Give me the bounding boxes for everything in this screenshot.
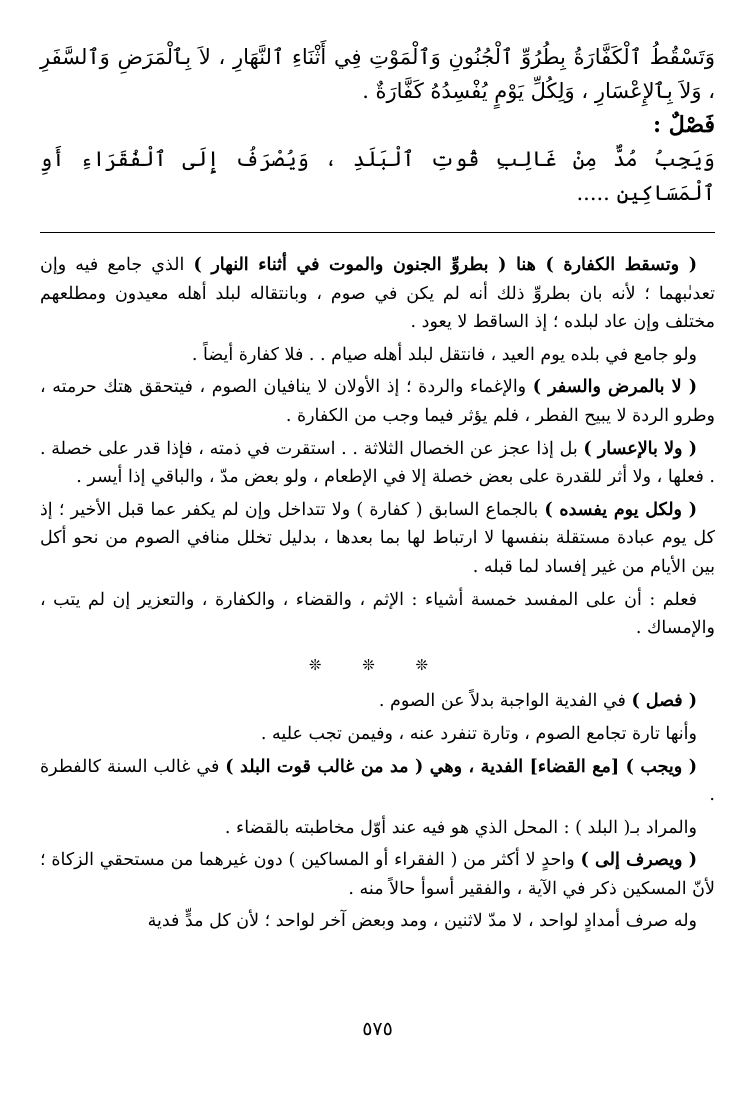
section-separator-stars: ❊ ❊ ❊ — [308, 655, 447, 674]
continuation-dots: ..... — [576, 181, 610, 205]
commentary-text: وله صرف أمدادٍ لواحد ، لا مدّ لاثنين ، ومد وبعض آخر لواحد ؛ لأن كل مدٍّ فدية — [147, 911, 697, 932]
commentary-text: والإغماء والردة ؛ إذ الأولان لا ينافيان الصوم ، فيتحقق هتك حرمته ، وطرو الردة لا يبيح الفطر ، فلم يؤثر فيما وجب من الكفارة . — [40, 377, 715, 426]
commentary-text: فعلم : أن على المفسد خمسة أشياء : الإثم ، والقضاء ، والكفارة ، والتعزير إن لم يتب ، والإمساك . — [40, 589, 715, 639]
main-text — [40, 40, 715, 210]
quoted-matn: ( ويصرف إلى ) — [580, 850, 698, 871]
commentary-text: في الفدية الواجبة بدلاً عن الصوم . — [378, 691, 632, 712]
quoted-matn: ( وتسقط الكفارة ) هنا ( بطروِّ الجنون والموت في أثناء النهار ) — [193, 255, 697, 275]
commentary-text: والمراد بـ( البلد ) : المحل الذي هو فيه عند أوّل مخاطبته بالقضاء . — [224, 817, 697, 838]
commentary-paragraph — [40, 687, 715, 716]
fasl-heading: فَصْلٌ : — [652, 112, 715, 138]
commentary-paragraph — [40, 586, 715, 643]
commentary-paragraph — [40, 907, 715, 936]
divider-rule — [40, 232, 715, 233]
commentary-paragraph — [40, 814, 715, 843]
page-number: ٥٧٥ — [362, 1018, 393, 1040]
commentary-paragraph — [40, 496, 715, 582]
commentary-paragraph — [40, 251, 715, 337]
matn-line-1: وَتَسْقُطُ ٱلْكَفَّارَةُ بِطُرُوِّ ٱلْجُنُونِ وَٱلْمَوْتِ فِي أَثْنَاءِ ٱلنَّهَارِ ، لاَ بِٱلْمَرَضِ وَٱلسَّفَرِ ، وَلاَ بِٱلإِعْسَارِ ، وَلِكُلِّ يَوْمٍ يُفْسِدُهُ كَفَّارَةٌ . — [40, 45, 715, 103]
commentary-text: وأنها تارة تجامع الصوم ، وتارة تنفرد عنه ، وفيمن تجب عليه . — [260, 723, 697, 744]
commentary-paragraph — [40, 341, 715, 370]
commentary-text: في غالب السنة كالفطرة . — [40, 756, 715, 806]
quoted-matn: ( فصل ) — [631, 691, 697, 712]
commentary — [40, 251, 715, 936]
quoted-matn: ( ولا بالإعسار ) — [583, 438, 697, 459]
quoted-matn: ( ولكل يوم يفسده ) — [544, 499, 697, 520]
commentary-text: الذي جامع فيه وإن تعدىٰبهما ؛ لأنه بان بطروِّ ذلك أنه لم يكن في صوم ، وبانتقاله لبلد أهله معيدون ومطلعهم مختلف وإن عاد لبلده ؛ إذ الساقط لا يعود . — [40, 255, 715, 333]
quoted-matn: ( ويجب ) [مع القضاء] الفدية ، وهي ( مد من غالب قوت البلد ) — [225, 756, 697, 777]
commentary-text: واحدٍ لا أكثر من ( الفقراء أو المساكين ) دون غيرهما من مستحقي الزكاة ؛ لأنّ المسكين ذكر في الآية ، والفقير أسوأ حالاً منه . — [40, 850, 715, 899]
commentary-text: ولو جامع في بلده يوم العيد ، فانتقل لبلد أهله صيام . . فلا كفارة أيضاً . — [191, 344, 697, 365]
quoted-matn: ( لا بالمرض والسفر ) — [532, 377, 697, 398]
commentary-paragraph — [40, 720, 715, 749]
commentary-text: بالجماع السابق ( كفارة ) ولا تتداخل وإن لم يكفر عما قبل الأخير ؛ إذ كل يوم عبادة مستقلة بنفسها لا ارتباط لها بما بعدها ، بدليل تخلل منافي الصوم من نحو أكل بين الأيام من غير إفساد لما قبله . — [40, 499, 715, 577]
commentary-text: بل إذا عجز عن الخصال الثلاثة . . استقرت في ذمته ، فإذا قدر على خصلة . . فعلها ، ولا أثر للقدرة على بعض خصلة إلا في الإطعام ، ولو بعض مدّ ، والباقي إذا أيسر . — [40, 438, 715, 488]
commentary-paragraph — [40, 846, 715, 903]
commentary-paragraph — [40, 373, 715, 430]
commentary-paragraph — [40, 435, 715, 492]
commentary-paragraph — [40, 753, 715, 810]
matn-line-2-text: وَيَجِبُ مُدٌّ مِنْ غَالِبِ قُوتِ ٱلْبَلَدِ ، وَيُصْرَفُ إِلَى ٱلْفُقَرَاءِ أَوِ ٱلْمَسَاكِينِ — [40, 147, 715, 205]
matn-line-2 — [40, 142, 715, 210]
